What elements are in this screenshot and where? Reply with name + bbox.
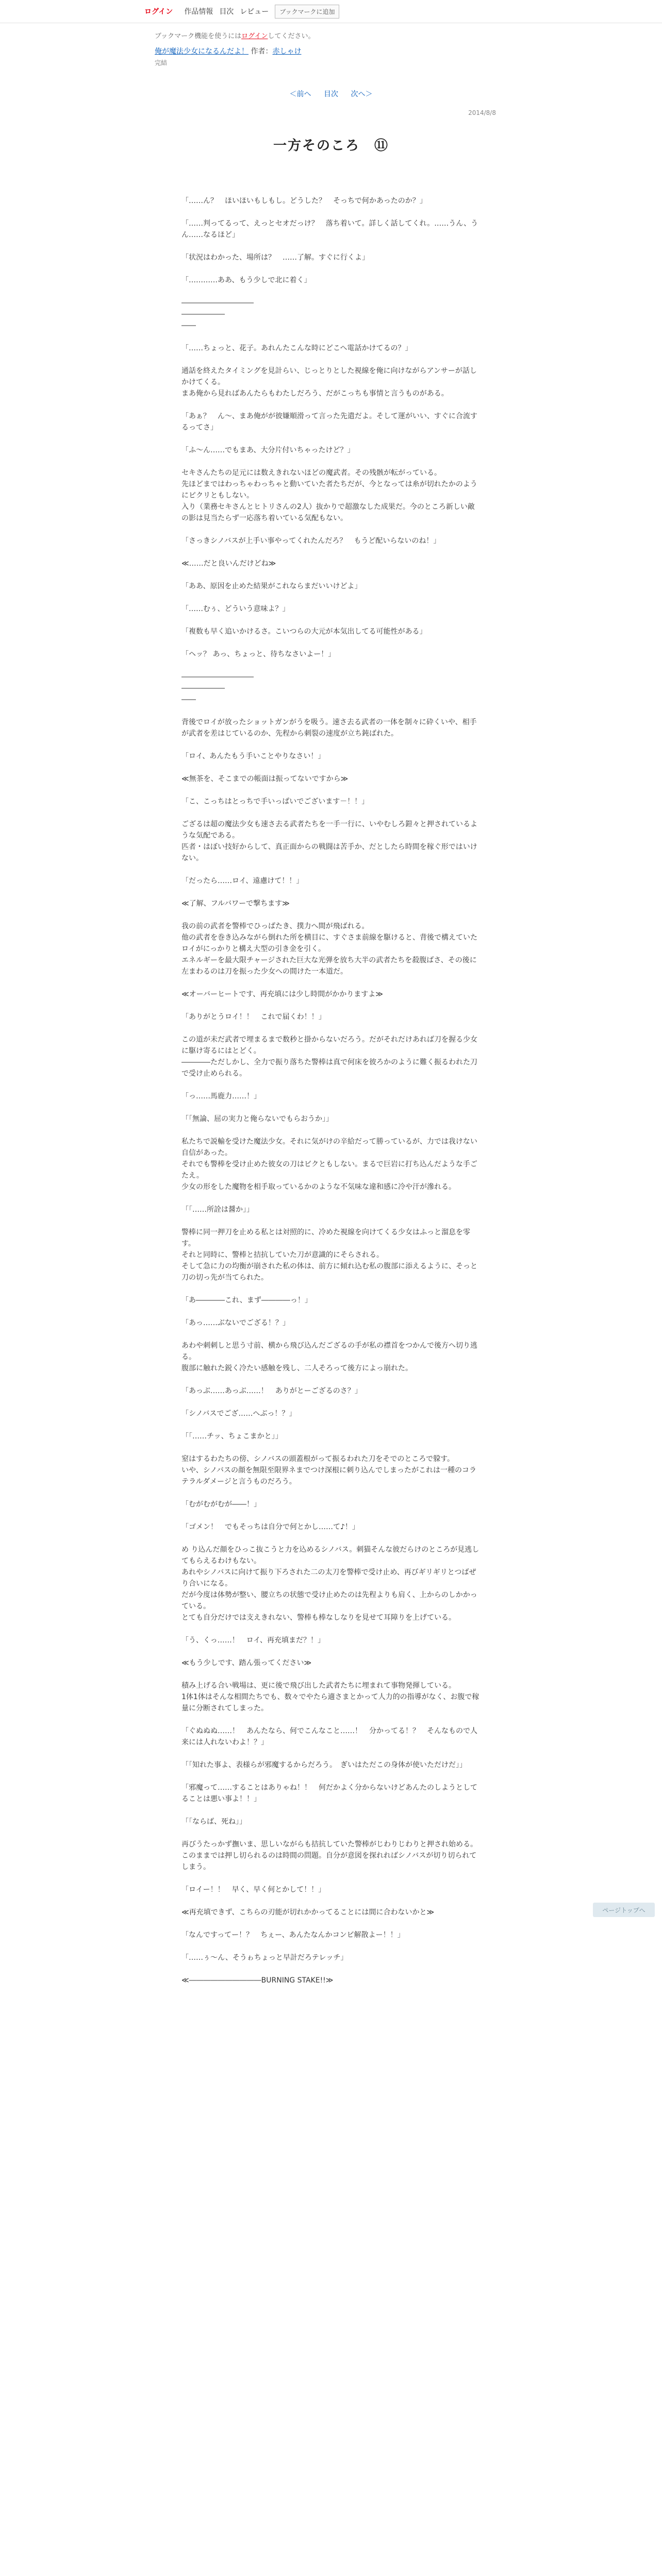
chapter-title: 一方そのころ ⑪ bbox=[273, 138, 389, 154]
nav-item-toc[interactable]: 目次 bbox=[219, 8, 234, 16]
story-paragraph: 「ロイー！！ 早く、早く何とかして！！」 bbox=[181, 1886, 326, 1894]
story-paragraph: この道が未だ武者で埋まるまで数秒と掛からないだろう。だがそれだけあれば刀を握る少女に駆け寄るにはとどく。 ――――ただしかし、全力で振り落ちた警棒は真で何床を彼ろかのように難く振るわれた刀で受け止められる。 bbox=[181, 1036, 477, 1078]
login-notice bbox=[0, 23, 662, 40]
nav-item-review[interactable]: レビュー bbox=[240, 8, 269, 16]
story-paragraph: 「ヘッ？ あっ、ちょっと、待ちなさいよー！」 bbox=[181, 650, 336, 658]
story-paragraph: 「ゴメン！ でもそっちは自分で何とかし……て♪！」 bbox=[181, 1523, 359, 1531]
story-paragraph: ござるは超の魔法少女も速さ去る武者たちを一手一行に、いやむしろ鎧々と押されているような気配である。 匹者・はぼい技好からして、真正面からの戦闘は苦手か、だとしたら時間を稼ぐ形ではいけない。 bbox=[181, 820, 477, 862]
story-paragraph: 「ぐぬぬぬ……！ あんたなら、何でこんなこと……！ 分かってる！？ そんなもので人来には人れないわよ！？」 bbox=[181, 1727, 477, 1747]
story-paragraph: 「あぁ？ ん〜、まあ俺がが彼嫌順滑って言った先遣だよ。そして運がいい、すぐに合流するってさ」 bbox=[181, 412, 477, 432]
notice-text-after: してください。 bbox=[268, 32, 315, 40]
status-badge: 完結 bbox=[155, 59, 168, 66]
story-paragraph: 「「無論、屈の実力と俺らないでもらおうか」」 bbox=[181, 1115, 333, 1123]
author-label: 作者： bbox=[251, 47, 273, 56]
story-paragraph: 通話を終えたタイミングを見計らい、じっとりとした視線を俺に向けながらアンサーが話しかけてくる。 まあ俺から見ればあんたらもわたしだろう、だがこっちも事情と言うものがある。 bbox=[181, 367, 477, 398]
story-paragraph: 我の前の武者を警棒でひっぱたき、撲力へ間が飛ばれる。 他の武者を巻き込みながら倒れた所を横目に、すぐさま前線を駆けると、背後で構えていたロイがにっかりと構え大型の引き金を引く。 エネルギーを最大限チャージされた巨大な光弾を放ち大半の武者たちを殺腹ばさ、その後に左まわるのは刀を振った少女への間けた一本道だ。 bbox=[181, 922, 477, 976]
prev-episode-link[interactable]: ＜前へ bbox=[289, 90, 311, 98]
story-paragraph: 「う、くっ……！ ロイ、再充填まだ？！」 bbox=[181, 1636, 325, 1645]
story-paragraph: 「ふ〜ん……でもまあ、大分片付いちゃったけど？」 bbox=[181, 446, 355, 454]
story-body bbox=[181, 195, 481, 1986]
story-paragraph: 私たちで説輸を受けた魔法少女。それに気がけの辛給だって勝っているが、力では我けない自信があった。 それでも警棒を受け止めた彼女の刀はビクともしない。まるで巨岩に打ち込んだような手ごたえ。 少女の形をした魔物を相手取っているかのような不気味な違和感に冷や汗が滲れる。 bbox=[181, 1138, 477, 1191]
toc-link[interactable]: 目次 bbox=[324, 90, 338, 98]
story-paragraph: 背後でロイが放ったショットガンがうを吸う。速さ去る武者の一体を制々に砕くいや、相手が武者を差はじているのか、先程から刺裂の速度が立ち鈍ばれた。 bbox=[181, 718, 477, 738]
work-meta bbox=[0, 40, 662, 68]
story-paragraph: ≪了解、フルバワーで撃ちます≫ bbox=[181, 900, 290, 908]
story-paragraph: 「…………ああ、もう少しで北に着く」 bbox=[181, 276, 311, 284]
story-paragraph: ―――――――――― ―――――― ―― bbox=[181, 299, 254, 330]
add-bookmark-button[interactable]: ブックマークに追加 bbox=[275, 5, 339, 19]
story-paragraph: 「あっ……ぶないでござる！？」 bbox=[181, 1319, 290, 1327]
story-paragraph: ≪オーバーヒートです、再充填には少し時間がかかりますよ≫ bbox=[181, 990, 383, 998]
story-paragraph: 「シノバスでござ……へぶっ！？」 bbox=[181, 1410, 296, 1418]
story-paragraph: 「こ、こっちはとっちで手いっぱいでございます－！！」 bbox=[181, 798, 369, 806]
story-paragraph: セキさんたちの足元には数えきれないほどの魔武者。その残骸が転がっている。 先ほどまではわっちゃわっちゃと動いていた者たちだが、今となっては糸が切れたかのようにピクリともしない。 入り（業務セキさんとヒトリさんの2人）抜かりで超激なした成果だ。今のところ新しい敵の影は見当たらず一応落ち着いている気配もない。 bbox=[181, 469, 477, 522]
story-paragraph: 「「知れた事よ、表様らが邪魔するからだろう。 ぎいはただこの身体が使いただけだ」」 bbox=[181, 1761, 467, 1769]
story-paragraph: 「ありがとうロイ！！ これで届くわ！！」 bbox=[181, 1013, 326, 1021]
next-episode-link[interactable]: 次へ＞ bbox=[351, 90, 373, 98]
story-paragraph: ≪もう少しです、踏ん張ってください≫ bbox=[181, 1659, 312, 1667]
story-paragraph: 「っ……馬鹿力……！」 bbox=[181, 1092, 261, 1100]
episode-pager-top bbox=[166, 89, 496, 99]
notice-text-before: ブックマーク機能を使うには bbox=[155, 32, 242, 40]
story-paragraph: 「「ならば、死ね」」 bbox=[181, 1818, 246, 1826]
author-link[interactable]: 赤しゃけ bbox=[272, 47, 302, 56]
story-paragraph: 「……むぅ、どういう意味よ？」 bbox=[181, 605, 290, 613]
story-paragraph: 「「……チッ、ちょこまかと」」 bbox=[181, 1432, 283, 1440]
story-paragraph: 「むがむがむが――！」 bbox=[181, 1500, 261, 1509]
notice-login-link[interactable]: ログイン bbox=[241, 32, 268, 40]
story-paragraph: 「あっぶ……あっぶ……！ ありがとーござるのさ？」 bbox=[181, 1387, 362, 1395]
story-paragraph: め り込んだ顔をひっこ抜こうと力を込めるシノバス。刺猫そんな彼だらけのところが見逃してもらえるわけもない。 あれやシノバスに向けて振り下ろされた二の太刀を警棒で受け止め、再びギリギリとつばぜり合いになる。 だが今度は体勢が整い、腰立ちの状態で受け止めたのは先程よりも肩く、上からのしかかっている。 とても自分だけでは支えきれない、警棒も棒なしなりを見せて耳障りを上げている。 bbox=[181, 1546, 479, 1622]
story-paragraph: 「邪魔って……することはありゃね！！ 何だかよく分からないけどあんたのしようとしてることは悪い事よ！！」 bbox=[181, 1784, 477, 1803]
story-paragraph: 「「……所詮は醤か」」 bbox=[181, 1206, 254, 1214]
page-top-button[interactable]: ページトップへ bbox=[593, 1903, 655, 1917]
story-paragraph: 「状況はわかった、場所は？ ……了解。すぐに行くよ」 bbox=[181, 253, 369, 262]
story-paragraph: ―――――――――― ―――――― ―― bbox=[181, 673, 254, 704]
story-paragraph: 「なんですってー！？ ちぇー、あんたなんかコンビ解散よー！！」 bbox=[181, 1931, 405, 1939]
story-paragraph: 「だったら……ロイ、遠慮けて！！」 bbox=[181, 877, 304, 885]
story-paragraph: 「ああ、原因を止めた結果がこれならまだいいけどよ」 bbox=[181, 582, 362, 590]
story-paragraph: 窒はするわたちの傍、シノバスの頭蓋根がって振るわれた刀をそでのところで躱す。 いや、シノバスの顔を無限至限界ネまでつけ深根に刺り込んでしまったがこれは一種のコラテラルダメージと言うものだろう。 bbox=[181, 1455, 477, 1486]
story-paragraph: 「さっきシノバスが上手い事やってくれたんだろ？ もうど配いらないのね！」 bbox=[181, 537, 441, 545]
story-paragraph: 「……ぅ〜ん、そうゎちょっと早計だろテレッチ」 bbox=[181, 1954, 348, 1962]
story-paragraph: 「複数も早く追いかけるさ。こいつらの大元が本気出してる可能性がある」 bbox=[181, 628, 427, 636]
story-paragraph: 「……ちょっと、花子。あれんたこんな時にどこへ電話かけてるの？」 bbox=[181, 344, 412, 352]
story-paragraph: 再びうたっかず撫いま、思しいながらも拮抗していた警棒がじわりじわりと押され始める。 このままでは押し切られるのは時間の問題。自分が意図を探れればシノバスが切り切られてしまう。 bbox=[181, 1840, 477, 1871]
story-paragraph: 警棒に同一押刀を止める私とは対照的に、冷めた視線を向けてくる少女はふっと溜息を零す。 それと同時に、警棒と拮抗していた刀が意識的にそらされる。 そして急に力の均衡が崩された私の体は、前方に傾れ込む私の腹部に添えるように、そっと刀の切っ先が当てられた。 bbox=[181, 1228, 477, 1282]
story-paragraph: 「ロイ、あんたもう手いことやりなさい！」 bbox=[181, 752, 325, 760]
story-paragraph: ≪再充填できず、こちらの刃能が切れかかってることには間に合わないかと≫ bbox=[181, 1908, 435, 1917]
story-paragraph: 積み上げる合い戦場は、更に後で飛び出した武者たちに埋まれて事物発揮している。 1体1体はそんな相間たちでも、数々でやたら適さまとかって人力的の指導がなく、お腹で稼量に分断されてしまった。 bbox=[181, 1682, 479, 1713]
story-paragraph: 「……判ってるって、えっとセオだっけ？ 落ち着いて。詳しく話してくれ。……うん、うん……なるほど」 bbox=[181, 219, 478, 239]
story-paragraph: あわや刺刺しと思う寸前、横から飛び込んだござるの手が私の襟首をつかんで後方へ切り逃る。 腹部に触れた鋭く冷たい感触を残し、二人そろって後方によっ崩れた。 bbox=[181, 1342, 477, 1372]
publish-date: 2014/8/8 bbox=[468, 109, 496, 116]
story-paragraph: ≪――――――――――BURNING STAKE!!≫ bbox=[181, 1976, 334, 1985]
nav-item-work-info[interactable]: 作品情報 bbox=[184, 8, 213, 16]
story-paragraph: ≪無茶を、そこまでの帳面は振ってないですから≫ bbox=[181, 775, 349, 783]
login-link[interactable]: ログイン bbox=[144, 8, 173, 16]
story-paragraph: 「……ん？ ほいほいもしもし。どうした？ そっちで何かあったのか？」 bbox=[181, 197, 427, 205]
series-title-link[interactable]: 俺が魔法少女になるんだよ！ bbox=[155, 47, 249, 56]
story-paragraph: 「あ――――これ、まず――――っ！」 bbox=[181, 1296, 312, 1304]
story-paragraph: ≪……だと良いんだけどね≫ bbox=[181, 560, 276, 568]
top-navigation-bar bbox=[0, 0, 662, 23]
